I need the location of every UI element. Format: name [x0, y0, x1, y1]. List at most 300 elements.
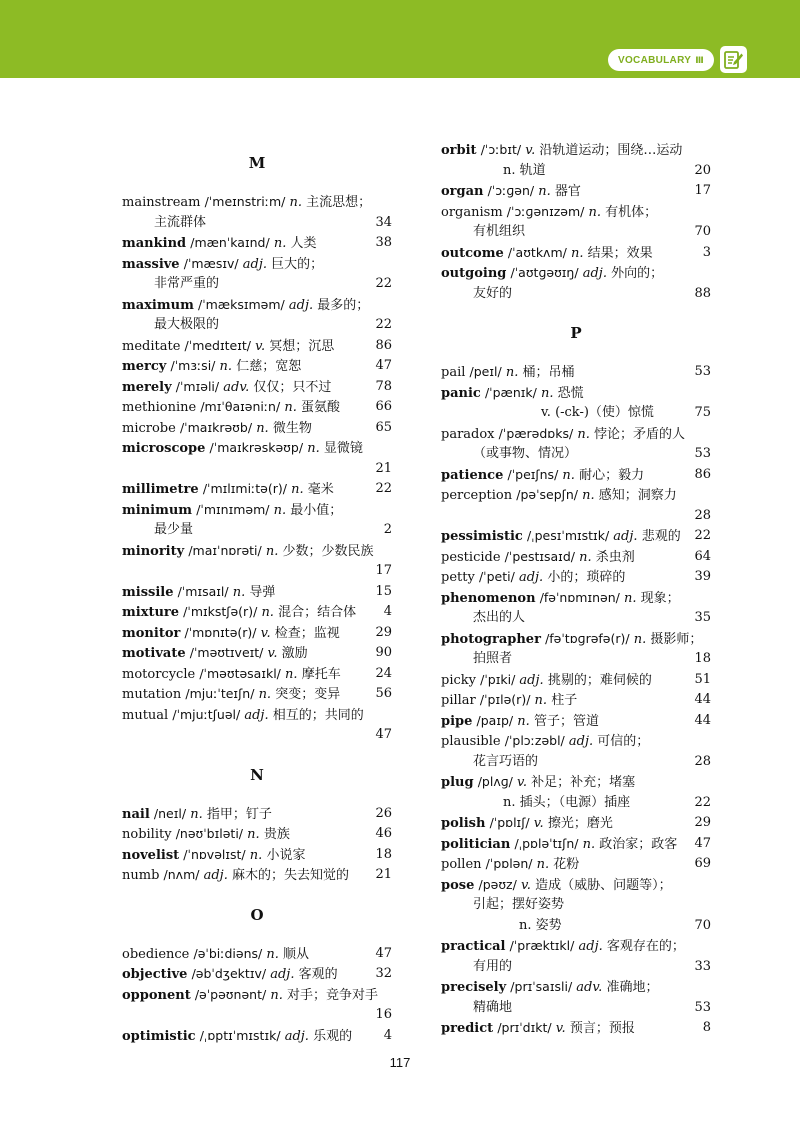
entry-definition: 导弹	[249, 584, 276, 600]
entry-page-number: 28	[694, 507, 711, 523]
entry-definition: 显微镜	[323, 441, 363, 456]
entry-page-number: 38	[375, 235, 392, 250]
entry-word: opponent	[122, 987, 191, 1003]
entry-pos: n.	[247, 827, 260, 842]
entry-row	[122, 845, 392, 866]
entry-pos: n.	[249, 847, 263, 863]
entry-page-number: 66	[375, 399, 392, 414]
entry-pos: v.	[520, 877, 531, 893]
entry-row	[441, 140, 711, 161]
entry-page-number: 53	[694, 364, 711, 379]
entry-phonetic: /ˌpesɪˈmɪstɪk/	[526, 528, 610, 543]
entry-row	[122, 985, 392, 1006]
entry-row	[441, 567, 711, 588]
entry-definition: 冥想；沉思	[269, 338, 335, 354]
entry-phonetic: /ˈpɪlə(r)/	[479, 692, 531, 707]
entry-row	[122, 479, 392, 500]
entry-pos: adj.	[578, 939, 603, 954]
entry-word: mercy	[122, 359, 167, 374]
entry-page-number: 44	[694, 712, 711, 728]
entry-pos: adj.	[568, 734, 594, 749]
entry-row	[122, 336, 392, 357]
entry-pos: n.	[284, 400, 297, 415]
entry-page-number: 21	[375, 867, 392, 882]
entry-word: microbe	[122, 420, 176, 436]
entry-page-number: 22	[694, 794, 711, 810]
entry-word: meditate	[122, 338, 181, 354]
entry-pos: n.	[582, 488, 595, 503]
entry-pos: n.	[538, 184, 551, 199]
entry-definition: 造成（威胁、问题等）；	[535, 877, 672, 893]
entry-page-number: 35	[694, 610, 711, 625]
entry-definition: 微生物	[272, 420, 312, 436]
entry-page-number: 47	[375, 358, 392, 373]
entry-word: pesticide	[441, 549, 501, 565]
entry-definition: 相互的；共同的	[272, 707, 364, 723]
vocabulary-tag	[608, 49, 714, 71]
entry-word: plug	[441, 775, 474, 790]
entry-phonetic: /əˈpəʊnənt/	[194, 986, 267, 1002]
entry-definition: 花粉	[553, 857, 580, 872]
entry-phonetic: /nʌm/	[163, 867, 200, 882]
entry-word: optimistic	[122, 1028, 196, 1044]
entry-row	[122, 944, 392, 965]
entry-definition: 巨大的；	[271, 256, 324, 272]
entry-row	[122, 964, 392, 985]
entry-continuation-text: n. 姿势	[519, 917, 562, 933]
entry-row	[441, 547, 711, 568]
entry-phonetic: /ˈmɒnɪtə(r)/	[184, 624, 257, 640]
entry-pos: n.	[562, 467, 575, 483]
entry-page-number: 75	[694, 405, 711, 420]
entry-definition: 结果；效果	[587, 245, 653, 261]
entry-page-number: 46	[375, 826, 392, 841]
entry-continuation-text: 主流群体	[154, 214, 207, 230]
entry-phonetic: /ˈnɒvəlɪst/	[183, 846, 246, 862]
entry-pos: adj.	[203, 868, 228, 883]
vocabulary-label: VOCABULARY	[618, 54, 692, 66]
entry-row	[441, 813, 711, 834]
entry-phonetic: /fəˈtɒɡrəfə(r)/	[545, 630, 630, 646]
entry-page-number: 4	[383, 604, 392, 619]
entry-pos: adj.	[270, 967, 295, 982]
entry-page-number: 17	[375, 563, 392, 578]
entry-word: mutation	[122, 687, 182, 702]
entry-row	[441, 243, 711, 264]
entry-word: objective	[122, 967, 188, 982]
entry-page-number: 34	[375, 214, 392, 230]
entry-pos: n.	[265, 543, 279, 559]
entry-pos: v.	[555, 1021, 566, 1036]
entry-continuation-text: n. 轨道	[503, 162, 546, 178]
entry-definition: 麻木的；失去知觉的	[232, 868, 350, 883]
entry-page-number: 90	[375, 645, 392, 660]
entry-row	[122, 397, 392, 418]
entry-pos: n.	[307, 441, 320, 456]
entry-row	[441, 711, 711, 732]
entry-pos: adv.	[576, 980, 603, 995]
entry-pos: adj.	[244, 707, 269, 723]
entry-row	[441, 263, 711, 284]
section-letter: M	[248, 154, 266, 172]
entry-pos: n.	[579, 549, 592, 565]
entry-word: nail	[122, 806, 150, 822]
entry-pos: v.	[525, 143, 536, 158]
entry-continuation-text: 非常严重的	[154, 276, 220, 291]
entry-pos: v.	[533, 816, 544, 831]
entry-row	[441, 383, 711, 404]
entry-row	[441, 1018, 711, 1039]
entry-page-number: 65	[375, 419, 392, 435]
entry-phonetic: /ˈmæksɪməm/	[197, 296, 285, 312]
entry-page-number: 86	[375, 337, 392, 353]
entry-row	[122, 418, 392, 439]
entry-pos: n.	[273, 502, 287, 518]
header-bar	[0, 0, 800, 78]
entry-phonetic: /ˈmɪəli/	[175, 378, 220, 394]
entry-phonetic: /paɪp/	[476, 712, 514, 728]
entry-page-number: 15	[375, 583, 392, 599]
entry-page-number: 64	[694, 548, 711, 564]
entry-word: massive	[122, 256, 180, 272]
entry-row	[122, 705, 392, 726]
entry-phonetic: /ˈmɪnɪməm/	[196, 501, 270, 517]
entry-row	[441, 362, 711, 383]
entry-definition: 检查；监视	[274, 625, 340, 641]
entry-pos: n.	[266, 946, 279, 962]
entry-pos: adj.	[519, 672, 544, 688]
entry-word: minimum	[122, 502, 193, 518]
entry-row	[441, 202, 711, 223]
entry-definition: 激励	[281, 646, 308, 661]
entry-page-number: 56	[375, 686, 392, 701]
entry-definition: 贵族	[263, 827, 290, 842]
entry-page-number: 22	[375, 317, 392, 332]
entry-phonetic: /ˌpɒləˈtɪʃn/	[514, 835, 579, 851]
entry-word: pessimistic	[441, 529, 523, 544]
entry-row	[441, 181, 711, 202]
entry-row	[441, 485, 711, 506]
entry-phonetic: /ˈɔːbɪt/	[480, 142, 522, 157]
entry-page-number: 69	[694, 856, 711, 871]
entry-row	[441, 854, 711, 875]
entry-page-number: 18	[375, 846, 392, 862]
entry-page-number: 8	[702, 1020, 711, 1035]
entry-definition: 感知；洞察力	[598, 488, 677, 503]
entry-continuation-text: 精确地	[473, 999, 513, 1015]
entry-continuation-text: 最大极限的	[154, 317, 220, 332]
entry-pos: n.	[582, 836, 596, 852]
entry-row	[441, 772, 711, 793]
entry-row	[441, 936, 711, 957]
entry-row	[122, 804, 392, 825]
entry-word: obedience	[122, 946, 190, 962]
entry-row	[441, 588, 711, 609]
entry-phonetic: /ˈməʊtəsaɪkl/	[199, 665, 281, 681]
entry-word: monitor	[122, 625, 181, 641]
entry-definition: 人类	[290, 236, 317, 251]
entry-phonetic: /peɪl/	[469, 364, 502, 379]
entry-continuation-text: 友好的	[473, 285, 513, 301]
section-letter: P	[570, 324, 582, 342]
entry-word: plausible	[441, 734, 501, 749]
entry-pos: v.	[255, 338, 266, 354]
entry-row	[441, 526, 711, 547]
entry-word: mainstream	[122, 195, 201, 210]
entry-pos: n.	[633, 631, 647, 647]
entry-continuation-text: 有机组织	[473, 224, 526, 239]
entry-row	[122, 233, 392, 254]
entry-word: methionine	[122, 400, 197, 415]
entry-row	[441, 465, 711, 486]
entry-page-number: 88	[694, 285, 711, 301]
entry-word: motivate	[122, 646, 186, 661]
entry-phonetic: /mænˈkaɪnd/	[190, 235, 270, 250]
entry-row	[122, 582, 392, 603]
entry-phonetic: /mɪˈθaɪəniːn/	[200, 399, 281, 414]
entry-phonetic: /ˈpærədɒks/	[498, 425, 574, 441]
section-letter: O	[250, 905, 264, 924]
entry-phonetic: /prɪˈdɪkt/	[497, 1020, 552, 1035]
entry-word: merely	[122, 379, 172, 395]
entry-phonetic: /ˈpeɪʃns/	[507, 466, 559, 482]
entry-row	[122, 664, 392, 685]
entry-definition: 挑剔的；难伺候的	[547, 672, 652, 688]
entry-definition: 客观的	[298, 967, 338, 982]
entry-row	[441, 670, 711, 691]
entry-definition: 柱子	[551, 693, 578, 708]
entry-word: orbit	[441, 143, 477, 158]
entry-row	[441, 690, 711, 711]
entry-row	[441, 731, 711, 752]
entry-pos: n.	[256, 420, 269, 436]
entry-pos: v.	[260, 625, 271, 641]
entry-definition: 耐心；毅力	[579, 467, 645, 483]
entry-word: petty	[441, 570, 475, 585]
entry-definition: 突变；变异	[275, 687, 341, 702]
entry-pos: n.	[517, 713, 530, 729]
entry-word: minority	[122, 543, 185, 559]
entry-definition: 混合；结合体	[278, 605, 357, 620]
entry-definition: 最多的；	[317, 297, 370, 313]
entry-phonetic: /mjuːˈteɪʃn/	[185, 686, 255, 701]
entry-continuation-text: 有用的	[473, 958, 513, 974]
entry-phonetic: /ˈplɔːzəbl/	[504, 733, 565, 748]
entry-definition: 预言；预报	[569, 1021, 635, 1036]
entry-phonetic: /əˈbiːdiəns/	[193, 945, 263, 961]
entry-page-number: 47	[694, 835, 711, 851]
entry-definition: 仁慈；宽恕	[236, 359, 302, 374]
entry-word: organism	[441, 204, 503, 220]
section-numeral: Ⅲ	[695, 54, 704, 65]
entry-word: predict	[441, 1021, 494, 1036]
entry-row	[122, 824, 392, 845]
entry-row	[122, 192, 392, 213]
entry-pos: n.	[571, 245, 584, 261]
entry-pos: n.	[588, 204, 602, 220]
entry-page-number: 47	[375, 945, 392, 961]
entry-pos: n.	[232, 584, 246, 600]
entry-pos: n.	[219, 359, 233, 374]
entry-phonetic: /nəʊˈbɪləti/	[175, 826, 244, 841]
entry-word: missile	[122, 584, 174, 600]
entry-word: novelist	[122, 847, 180, 863]
entry-phonetic: /maɪˈnɒrəti/	[188, 542, 262, 558]
entry-page-number: 16	[375, 1007, 392, 1022]
entry-phonetic: /ˈmaɪkrəskəʊp/	[209, 440, 304, 455]
entry-page-number: 51	[694, 671, 711, 687]
entry-definition: 桶；吊桶	[522, 365, 575, 380]
entry-definition: 现象；	[640, 590, 680, 606]
entry-definition: 顺从	[283, 946, 310, 962]
entry-phonetic: /ˈɔːɡən/	[487, 183, 535, 198]
entry-word: motorcycle	[122, 666, 196, 682]
entry-phonetic: /neɪl/	[153, 805, 187, 821]
entry-row	[122, 1026, 392, 1047]
entry-page-number: 3	[702, 244, 711, 260]
entry-page-number: 4	[383, 1027, 392, 1043]
entry-definition: 器官	[554, 184, 581, 199]
entry-word: nobility	[122, 827, 172, 842]
entry-definition: 摩托车	[301, 666, 341, 682]
entry-row	[122, 643, 392, 664]
entry-row	[122, 295, 392, 316]
entry-pos: adj.	[284, 1028, 309, 1044]
entry-definition: 指甲；钉子	[206, 806, 272, 822]
entry-page-number: 47	[375, 727, 392, 742]
section-letter: N	[250, 765, 264, 784]
entry-pos: n.	[624, 590, 637, 606]
entry-phonetic: /ˈmɪlɪmiːtə(r)/	[202, 481, 287, 496]
entry-phonetic: /ˈməʊtɪveɪt/	[189, 645, 264, 660]
entry-word: microscope	[122, 441, 206, 456]
entry-word: maximum	[122, 297, 194, 313]
entry-phonetic: /ˈpænɪk/	[484, 384, 537, 400]
entry-continuation-text: 杰出的人	[473, 610, 526, 625]
entry-page-number: 70	[694, 917, 711, 933]
entry-phonetic: /ˈmeɪnstriːm/	[204, 194, 286, 209]
entry-pos: adj.	[242, 256, 267, 272]
entry-pos: n.	[261, 605, 274, 620]
entry-page-number: 20	[694, 162, 711, 178]
entry-phonetic: /ˈpɒlɪʃ/	[489, 815, 530, 830]
entry-definition: 悖论；矛盾的人	[594, 426, 686, 442]
entry-pos: n.	[505, 365, 519, 380]
entry-phonetic: /ˈmjuːtʃuəl/	[172, 706, 241, 722]
entry-definition: 准确地；	[606, 980, 659, 995]
entry-phonetic: /ˈmɪkstʃə(r)/	[183, 604, 258, 619]
entry-phonetic: /ˈmɜːsi/	[170, 358, 216, 373]
entry-definition: 最小值；	[290, 502, 343, 518]
entry-definition: 摄影师；	[650, 631, 703, 647]
entry-definition: 少数；少数民族	[282, 543, 374, 559]
entry-page-number: 26	[375, 805, 392, 821]
entry-definition: 悲观的	[641, 529, 681, 544]
entry-row	[441, 629, 711, 650]
entry-row	[122, 254, 392, 275]
entry-phonetic: /fəˈnɒmɪnən/	[539, 589, 620, 605]
entry-definition: 政治家；政客	[599, 836, 678, 852]
entry-word: pose	[441, 877, 475, 893]
entry-page-number: 21	[375, 460, 392, 476]
entry-pos: adj.	[288, 297, 314, 313]
entry-phonetic: /ˈpɪki/	[480, 671, 516, 687]
entry-word: photographer	[441, 631, 541, 647]
entry-pos: n.	[534, 693, 548, 708]
entry-row	[122, 541, 392, 562]
entry-word: picky	[441, 672, 476, 688]
entry-definition: 小说家	[266, 847, 306, 863]
entry-pos: n.	[289, 195, 303, 210]
entry-definition: 主流思想；	[306, 195, 372, 210]
entry-page-number: 53	[694, 999, 711, 1015]
entry-pos: n.	[291, 482, 304, 497]
entry-page-number: 32	[375, 966, 392, 981]
entry-pos: adj.	[518, 570, 544, 585]
entry-word: outcome	[441, 245, 504, 261]
entry-definition: 恐慌	[557, 385, 584, 401]
entry-continuation-text: （或事物、情况）	[473, 446, 578, 461]
entry-definition: 有机体；	[605, 204, 658, 220]
entry-definition: 对手；竞争对手	[286, 987, 378, 1003]
entry-word: paradox	[441, 426, 495, 442]
entry-phonetic: /ˈpestɪsaɪd/	[504, 548, 575, 564]
entry-word: pillar	[441, 693, 476, 708]
entry-pos: n.	[536, 857, 550, 872]
entry-row	[122, 623, 392, 644]
entry-page-number: 22	[375, 276, 392, 291]
entry-phonetic: /ˈmaɪkrəʊb/	[179, 419, 253, 435]
entry-definition: 管子；管道	[533, 713, 599, 729]
entry-phonetic: /pəˈsepʃn/	[516, 487, 578, 502]
entry-row	[441, 875, 711, 896]
entry-definition: 蛋氨酸	[301, 400, 341, 415]
entry-word: pail	[441, 365, 466, 380]
entry-page-number: 2	[383, 522, 392, 537]
entry-pos: v.	[517, 775, 527, 790]
entry-continuation-text: 拍照者	[473, 651, 513, 666]
entry-phonetic: /əbˈdʒektɪv/	[191, 966, 267, 981]
entry-page-number: 53	[694, 446, 711, 461]
entry-word: phenomenon	[441, 590, 536, 606]
page-number: 117	[389, 1055, 411, 1070]
entry-phonetic: /prɪˈsaɪsli/	[510, 979, 573, 994]
entry-pos: n.	[540, 385, 554, 401]
entry-phonetic: /ˌɒptɪˈmɪstɪk/	[199, 1027, 281, 1043]
entry-word: mankind	[122, 236, 187, 251]
entry-page-number: 78	[375, 378, 392, 394]
entry-definition: 擦光；磨光	[547, 816, 613, 831]
entry-pos: n.	[577, 426, 590, 442]
entry-phonetic: /ˈpræktɪkl/	[509, 938, 575, 953]
entry-pos: n.	[190, 806, 203, 822]
entry-definition: 沿轨道运动；围绕…运动	[539, 143, 683, 158]
entry-page-number: 17	[694, 183, 711, 198]
entry-phonetic: /plʌɡ/	[477, 774, 513, 789]
entry-word: numb	[122, 868, 160, 883]
entry-definition: 仅仅；只不过	[253, 379, 332, 395]
entry-row	[441, 424, 711, 445]
entry-page-number: 29	[694, 815, 711, 830]
entry-phonetic: /ˈmæsɪv/	[183, 255, 239, 271]
entry-pos: adj.	[613, 529, 638, 544]
entry-definition: 客观存在的；	[606, 939, 685, 954]
entry-word: pollen	[441, 857, 482, 872]
entry-row	[122, 500, 392, 521]
entry-pos: adv.	[223, 379, 250, 395]
entry-word: panic	[441, 385, 481, 401]
entry-row	[441, 834, 711, 855]
